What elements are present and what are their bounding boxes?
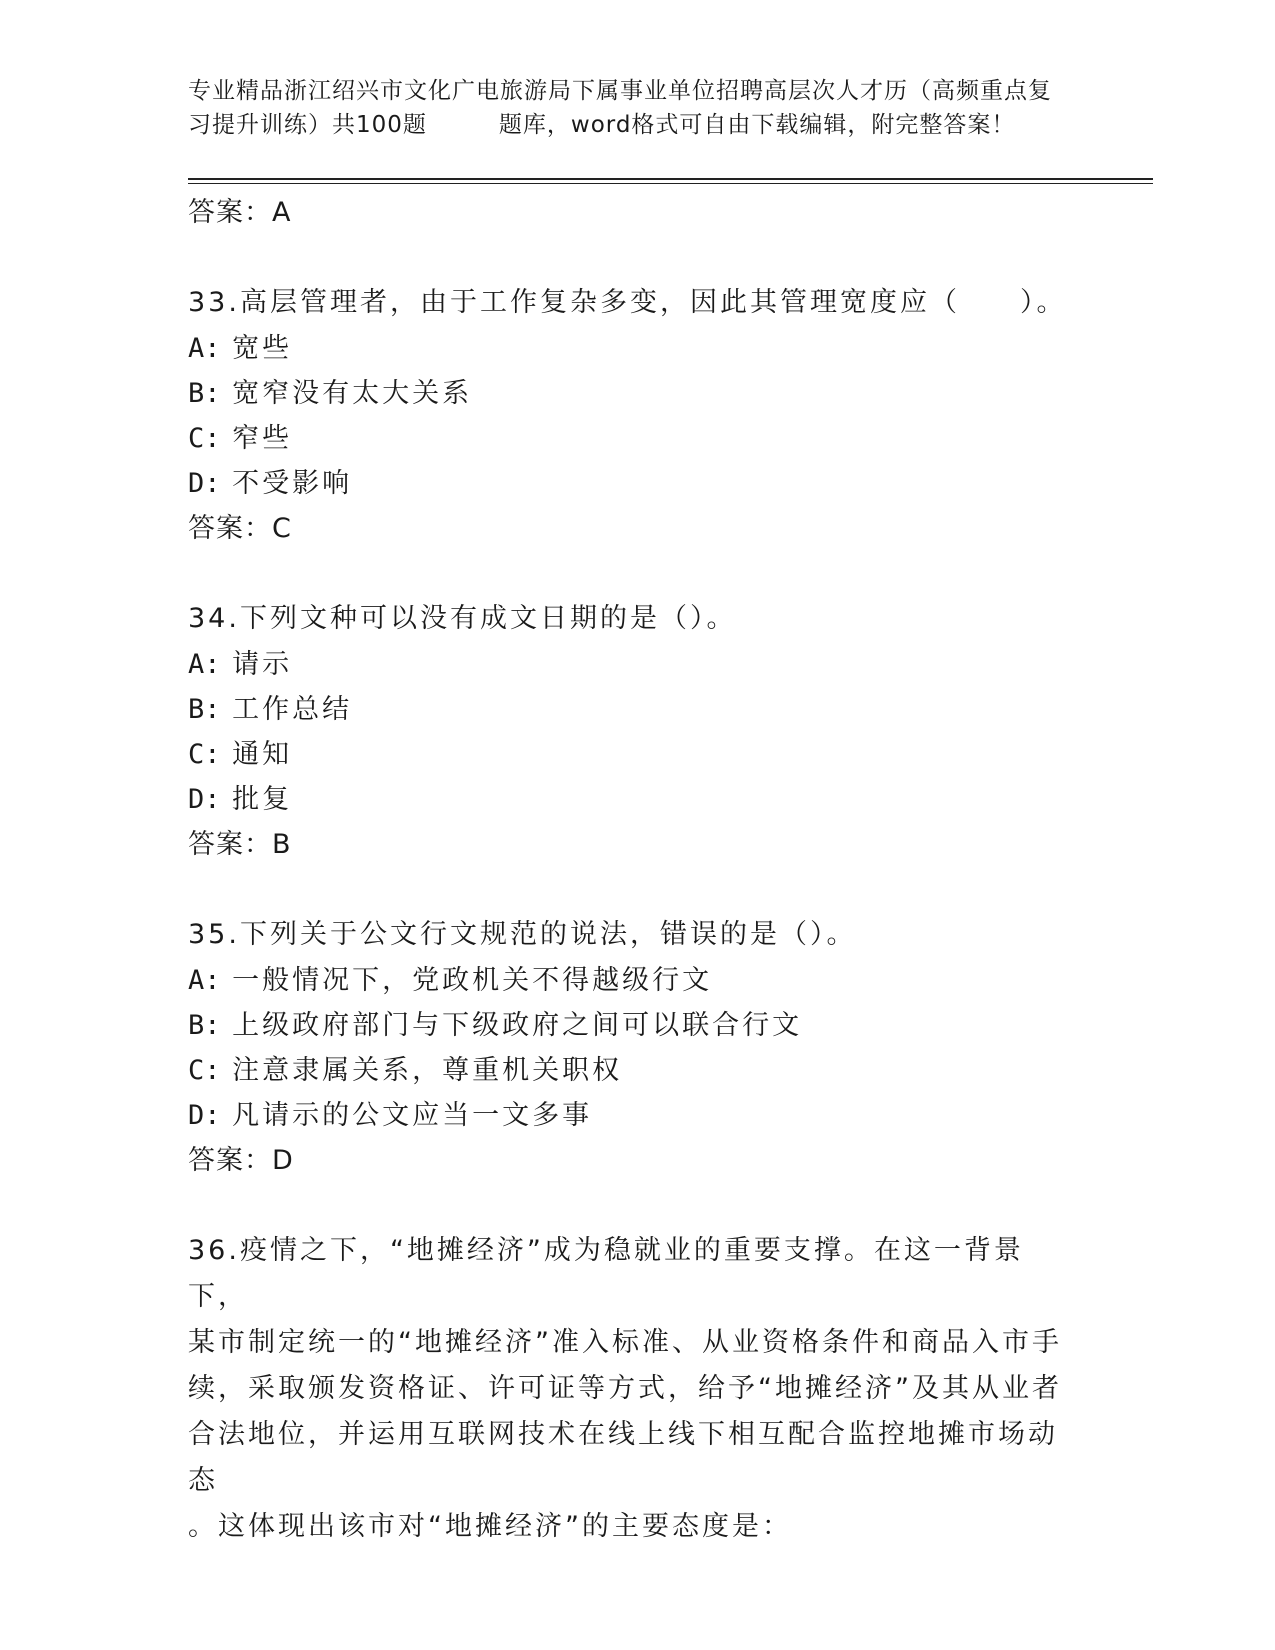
- option-letter: B:: [188, 694, 221, 725]
- question-title: 35.下列关于公文行文规范的说法，错误的是（）。: [188, 919, 857, 950]
- option-letter: B:: [188, 1010, 221, 1041]
- option-text: 不受影响: [232, 468, 353, 499]
- header-rule-thick: [188, 178, 1153, 180]
- option-text: 批复: [232, 784, 293, 815]
- option-b: [188, 1003, 1088, 1048]
- question-33: [188, 280, 1088, 552]
- question-title: 33.高层管理者，由于工作复杂多变，因此其管理宽度应（ ）。: [188, 287, 1067, 318]
- stem-line: 续，采取颁发资格证、许可证等方式，给予“地摊经济”及其从业者: [188, 1373, 1062, 1404]
- answer-line: 答案：D: [188, 1145, 294, 1176]
- option-letter: C:: [188, 1055, 221, 1086]
- option-text: 宽窄没有太大关系: [232, 378, 473, 409]
- header-line-2: 习提升训练）共100题 题库，word格式可自由下载编辑，附完整答案！: [188, 112, 1016, 138]
- option-text: 通知: [232, 739, 293, 770]
- option-a: [188, 958, 1088, 1003]
- answer-line: 答案：A: [188, 197, 292, 228]
- answer-line: 答案：B: [188, 829, 292, 860]
- option-d: [188, 461, 1088, 506]
- option-text: 宽些: [232, 333, 293, 364]
- stem-line: 。这体现出该市对“地摊经济”的主要态度是：: [188, 1511, 792, 1542]
- question-36-stem: [188, 1228, 1078, 1550]
- option-text: 上级政府部门与下级政府之间可以联合行文: [232, 1010, 803, 1041]
- option-d: [188, 777, 1088, 822]
- option-c: [188, 1048, 1088, 1093]
- header-rule-thin: [188, 183, 1153, 184]
- question-title: 34.下列文种可以没有成文日期的是（）。: [188, 603, 737, 634]
- stem-line: 某市制定统一的“地摊经济”准入标准、从业资格条件和商品入市手: [188, 1327, 1062, 1358]
- question-list: [188, 190, 1088, 1550]
- stem-line: 36.疫情之下，“地摊经济”成为稳就业的重要支撑。在这一背景下，: [188, 1235, 1024, 1312]
- option-letter: A:: [188, 333, 221, 364]
- document-header: [188, 74, 1088, 142]
- option-c: [188, 416, 1088, 461]
- option-letter: D:: [188, 468, 221, 499]
- question-35: [188, 912, 1088, 1184]
- option-letter: D:: [188, 1100, 221, 1131]
- option-text: 凡请示的公文应当一文多事: [232, 1100, 593, 1131]
- option-a: [188, 642, 1088, 687]
- option-b: [188, 371, 1088, 416]
- header-line-1: 专业精品浙江绍兴市文化广电旅游局下属事业单位招聘高层次人才历（高频重点复: [188, 78, 1052, 104]
- option-letter: A:: [188, 649, 221, 680]
- option-letter: B:: [188, 378, 221, 409]
- answer-line: 答案：C: [188, 513, 292, 544]
- option-d: [188, 1093, 1088, 1138]
- option-text: 窄些: [232, 423, 293, 454]
- question-34: [188, 596, 1088, 868]
- stem-line: 合法地位，并运用互联网技术在线上线下相互配合监控地摊市场动态: [188, 1419, 1058, 1496]
- option-text: 请示: [232, 649, 293, 680]
- option-text: 一般情况下，党政机关不得越级行文: [232, 965, 713, 996]
- option-text: 工作总结: [232, 694, 353, 725]
- option-letter: D:: [188, 784, 221, 815]
- option-letter: C:: [188, 739, 221, 770]
- option-a: [188, 326, 1088, 371]
- option-text: 注意隶属关系，尊重机关职权: [232, 1055, 623, 1086]
- option-letter: A:: [188, 965, 221, 996]
- option-letter: C:: [188, 423, 221, 454]
- option-c: [188, 732, 1088, 777]
- option-b: [188, 687, 1088, 732]
